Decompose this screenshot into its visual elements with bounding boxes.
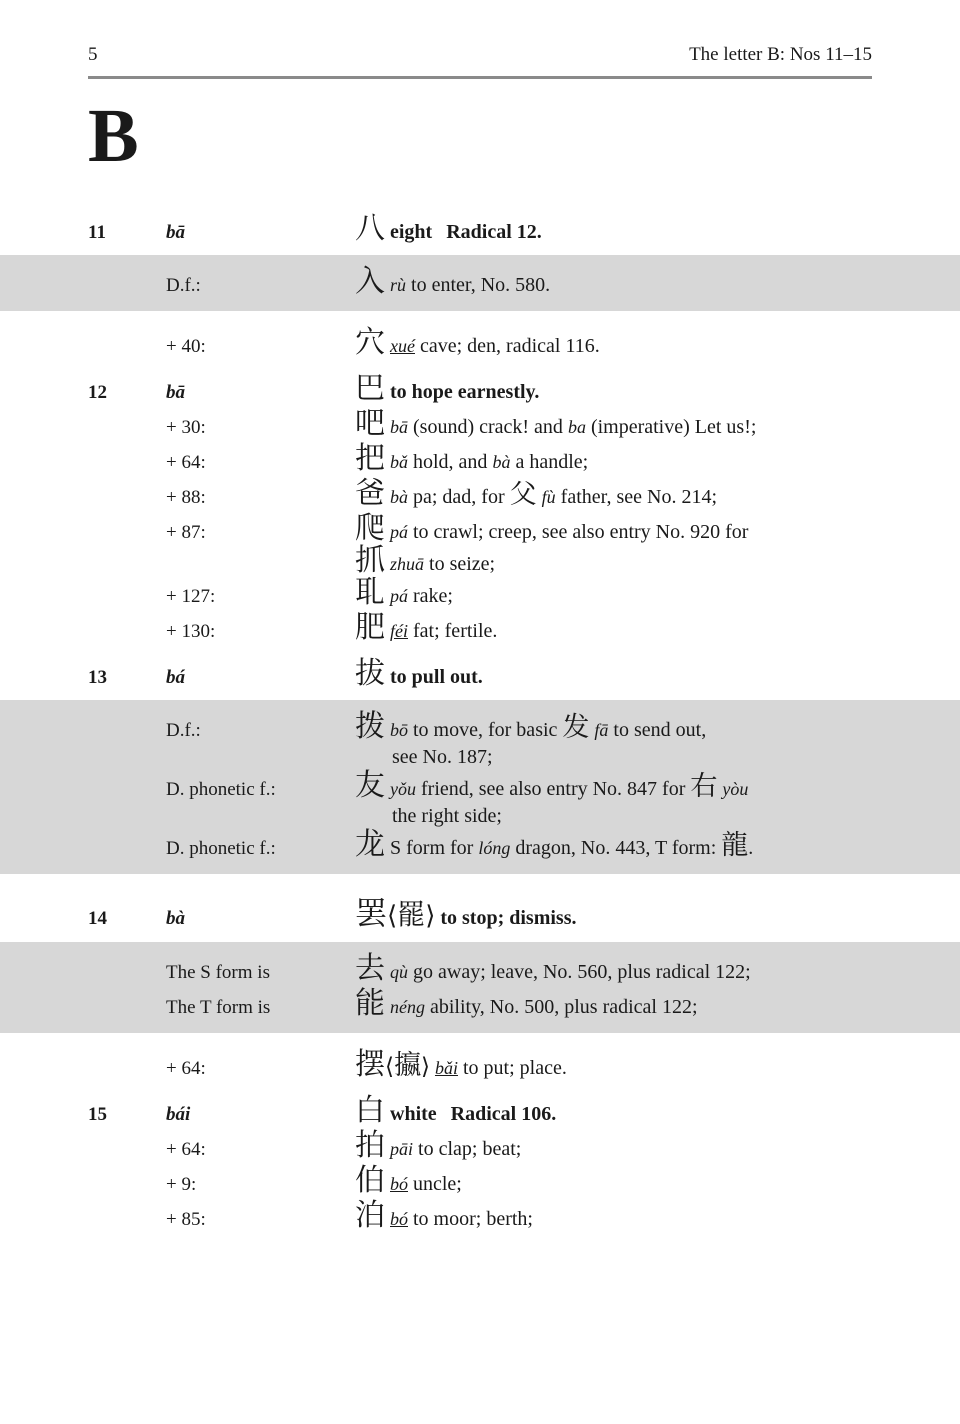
subentry-pinyin: bǎi [434,1058,458,1079]
entry-definition [355,371,872,406]
subentry-row [0,610,960,645]
subentry-definition [355,325,872,360]
subentry-pinyin-alt: lóng [478,838,511,858]
subentry-label: + 30: [166,417,206,438]
subentry-definition [355,986,872,1022]
subentry-definition [355,709,872,744]
subentry-pinyin: pá [390,522,408,542]
han-character: 伯 [355,1163,385,1199]
han-character: 罢 [355,894,388,932]
entry-gloss: to stop; dismiss. [440,907,577,929]
entry-number: 11 [88,222,106,243]
han-character: 泊 [355,1198,385,1234]
han-character-traditional: 罷 [397,898,426,931]
subentry-definition [355,610,872,645]
subentry-row [0,511,960,546]
subentry-row [0,986,960,1022]
subentry-label: + 85: [166,1209,206,1231]
subentry-pinyin-alt: bà [492,452,511,472]
subentry-label: + 88: [166,487,206,508]
subentry-text: ability, No. 500, plus radical 122; [430,996,698,1019]
subentry-label: + 130: [166,621,216,642]
subentry-definition [355,575,872,610]
han-character: 抓 [355,543,385,578]
entry-definition [355,211,872,246]
subentry-text-tail: a handle; [515,451,589,473]
subentry-definition [355,441,872,476]
subentry-definition [355,951,872,987]
entry-headword-row [0,211,960,246]
subentry-label: + 64: [166,1058,206,1080]
subentry-definition [355,476,872,511]
subentry-definition [355,264,872,299]
entry-number: 12 [88,382,107,403]
subentry-label: + 64: [166,1139,206,1161]
han-character-inline: 发 [562,712,590,743]
continuation-text: the right side; [392,805,502,827]
han-character: 爸 [355,476,385,511]
subentry-pinyin: féi [390,621,408,641]
subentry-text: to moor; berth; [413,1208,533,1231]
subentry-row [0,406,960,441]
subentry-text: to clap; beat; [418,1138,522,1161]
subentry-text: to put; place. [462,1057,567,1080]
han-character: 巴 [355,371,385,406]
subentry-label: D.f.: [166,275,201,296]
entry-12 [0,371,960,659]
running-head-title: The letter B: Nos 11–15 [689,44,872,65]
inline-pinyin: yòu [722,779,749,799]
subentry-label: The S form is [166,962,270,984]
paren-open: ⟨ [385,1054,394,1080]
subentry-text: to enter, No. 580. [411,274,551,296]
entry-pinyin: bái [166,1104,191,1126]
inline-pinyin: fā [594,720,609,740]
subentry-pinyin: bō [390,720,408,740]
subentry-text: hold, and [413,451,488,473]
subentry-row [0,709,960,744]
subentry-text: rake; [413,585,453,607]
entry-headword-row [0,1093,960,1129]
subentry-label: + 64: [166,452,206,473]
subentry-pinyin: yǒu [390,779,416,799]
entry-number: 14 [88,908,107,929]
entry-gloss: white [390,1103,437,1126]
continuation-pinyin: zhuā [390,554,425,574]
subentry-row [0,476,960,511]
entry-definition [355,894,872,933]
header-rule [88,76,872,79]
entry-number: 15 [88,1104,107,1126]
subentry-label: + 40: [166,336,206,357]
entry-pinyin: bá [166,667,185,688]
han-character: 肥 [355,610,385,645]
subentry-row [0,951,960,987]
entry-14-derivative [0,1042,960,1096]
subentry-row [0,1047,960,1083]
subentry-text: friend, see also entry No. 847 for [421,778,686,800]
subentry-label: + 87: [166,522,206,543]
entry-13-shaded-notes [0,700,960,874]
entry-definition [355,1093,872,1129]
subentry-row [0,1163,960,1199]
subentry-row [0,264,960,299]
han-character: 白 [355,1093,385,1129]
subentry-label: The T form is [166,997,271,1019]
subentry-pinyin: bó [390,1174,408,1195]
subentry-pinyin: bā [390,417,408,437]
continuation-gloss: to seize; [429,553,496,575]
han-character-inline: 右 [690,771,718,802]
entry-gloss: to hope earnestly. [390,381,540,403]
subentry-text: to move, for basic [413,719,558,741]
subentry-label: D. phonetic f.: [166,779,276,800]
subentry-text: to crawl; creep, see also entry No. 920 for [413,521,749,543]
subentry-definition [355,406,872,441]
han-character: 入 [355,264,385,299]
entry-11-shaded-note [0,255,960,311]
subentry-text: (sound) crack! and [413,416,563,438]
subentry-pinyin: néng [390,997,425,1018]
subentry-text: uncle; [413,1173,462,1196]
subentry-pinyin-alt: ba [567,417,586,437]
entry-14-shaded-notes [0,942,960,1033]
subentry-label: D.f.: [166,720,201,741]
subentry-definition [355,1128,872,1164]
han-character: 友 [355,768,385,803]
paren-open: ⟨ [387,901,398,930]
han-character: 耴 [355,575,385,610]
subentry-label: + 127: [166,586,216,607]
han-character: 摆 [355,1047,385,1083]
han-character: 吧 [355,406,385,441]
entry-13 [0,656,960,691]
subentry-definition [355,1047,872,1083]
running-head [88,44,872,66]
subentry-pinyin: bà [390,487,408,507]
subentry-definition [355,827,872,862]
subentry-label: D. phonetic f.: [166,838,276,859]
han-character: 去 [355,951,385,987]
subentry-definition [355,768,872,803]
han-character: 拨 [355,709,385,744]
han-character: 八 [355,211,385,246]
han-character: 龙 [355,827,385,862]
subentry-pinyin: pāi [390,1139,414,1160]
subentry-label: + 9: [166,1174,197,1196]
page-number: 5 [88,44,98,65]
han-character: 把 [355,441,385,476]
entry-pinyin: bā [166,382,185,403]
entry-pinyin: bà [166,908,185,929]
han-character-inline: 父 [509,479,537,510]
subentry-text: cave; den, radical 116. [419,335,600,357]
han-character: 爬 [355,511,385,546]
subentry-text-tail: dragon, No. 443, T form: [515,837,717,859]
continuation-text: see No. 187; [392,746,493,768]
subentry-text: go away; leave, No. 560, plus radical 122; [413,961,751,984]
subentry-pinyin: xué [390,336,415,356]
entry-14 [0,894,960,933]
entry-gloss: to pull out. [390,666,483,688]
han-character: 能 [355,986,385,1022]
subentry-text-tail: father, see No. 214; [560,486,718,508]
entry-11 [0,211,960,246]
subentry-pinyin: qù [390,962,408,983]
han-character-traditional: 攍 [393,1050,421,1082]
subentry-continuation [0,803,960,830]
paren-close: ⟩ [425,901,436,930]
subentry-text: pa; dad, for [413,486,505,508]
han-character-traditional: 龍 [721,830,749,861]
han-character: 穴 [355,325,385,360]
subentry-row [0,575,960,610]
entry-15 [0,1093,960,1234]
subentry-text: fat; fertile. [413,620,498,642]
subentry-row [0,1128,960,1164]
subentry-continuation [0,744,960,771]
entry-headword-row [0,894,960,933]
entry-radical: Radical 106. [450,1103,557,1126]
subentry-continuation [0,543,960,578]
subentry-row [0,325,960,360]
subentry-row [0,768,960,803]
entry-radical: Radical 12. [446,221,542,243]
continuation-text [355,543,496,578]
entry-number: 13 [88,667,107,688]
subentry-text-tail: to send out, [613,719,707,741]
subentry-period: . [748,837,754,859]
entry-11-derivative [0,320,960,374]
subentry-text: S form for [390,837,474,859]
subentry-row [0,441,960,476]
entry-headword-row [0,656,960,691]
entry-headword-row [0,371,960,406]
subentry-definition [355,1163,872,1199]
letter-heading: B [88,94,139,178]
paren-close: ⟩ [420,1054,430,1080]
entry-pinyin: bā [166,222,185,243]
subentry-definition [355,1198,872,1234]
subentry-row [0,827,960,862]
han-character: 拍 [355,1128,385,1164]
subentry-pinyin: bǎ [390,452,408,472]
subentry-row [0,1198,960,1234]
entry-definition [355,656,872,691]
han-character: 拔 [355,656,385,691]
inline-pinyin: fù [541,487,556,507]
subentry-pinyin: bó [390,1209,408,1230]
entry-gloss: eight [390,221,433,243]
entry-list [0,211,960,1234]
subentry-pinyin: rù [390,275,407,295]
subentry-pinyin: pá [390,586,408,606]
subentry-definition [355,511,872,546]
subentry-text-tail: (imperative) Let us!; [590,416,757,438]
